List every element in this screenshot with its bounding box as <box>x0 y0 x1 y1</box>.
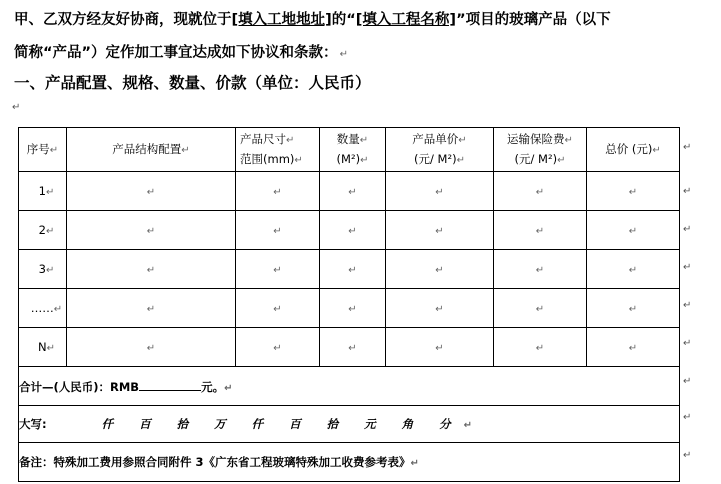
cell-qty[interactable]: ↵ <box>320 328 386 367</box>
intro-line-1 <box>14 8 720 29</box>
intro-text-c: 的“ <box>331 12 356 28</box>
amount-in-words-row <box>19 406 680 443</box>
row-no: 1↵ <box>19 172 67 211</box>
cell-size[interactable]: ↵ <box>236 328 320 367</box>
cell-size[interactable]: ↵ <box>236 211 320 250</box>
empty-paragraph-mark: ↵ <box>12 102 21 113</box>
table-row <box>19 250 680 289</box>
paragraph-mark: ↵ <box>339 49 348 60</box>
row-no: N↵ <box>19 328 67 367</box>
note-cell: 备注：特殊加工费用参照合同附件 3《广东省工程玻璃特殊加工收费参考表》↵ <box>19 443 680 482</box>
site-address-placeholder[interactable]: [填入工地地址] <box>231 12 332 28</box>
cell-config[interactable]: ↵ <box>67 289 236 328</box>
cell-config[interactable]: ↵ <box>67 328 236 367</box>
intro-text-e: ”项目的玻璃产品（以下 <box>456 12 611 28</box>
cell-unit-price[interactable]: ↵ <box>386 172 494 211</box>
amount-in-words-cell[interactable]: 大写: 仟 百 拾 万 仟 百 拾 元 角 分 ↵ <box>19 406 680 443</box>
cell-total[interactable]: ↵ <box>587 250 680 289</box>
row-end-mark: ↵ <box>683 224 692 235</box>
cell-config[interactable]: ↵ <box>67 250 236 289</box>
row-end-mark: ↵ <box>683 412 692 423</box>
table-row <box>19 328 680 367</box>
section-heading: 一、产品配置、规格、数量、价款（单位：人民币） <box>14 74 371 92</box>
header-unit-price: 产品单价↵ (元/ M²)↵ <box>386 128 494 172</box>
intro-line-2 <box>14 41 348 62</box>
cell-shipping[interactable]: ↵ <box>494 250 587 289</box>
row-end-mark: ↵ <box>683 186 692 197</box>
cell-qty[interactable]: ↵ <box>320 250 386 289</box>
grand-total-row <box>19 367 680 406</box>
project-name-placeholder[interactable]: [填入工程名称] <box>355 12 457 28</box>
cell-config[interactable]: ↵ <box>67 172 236 211</box>
cell-unit-price[interactable]: ↵ <box>386 328 494 367</box>
row-end-mark: ↵ <box>683 450 692 461</box>
intro-text-line2: 简称“产品”）定作加工事宜达成如下协议和条款： <box>14 45 338 61</box>
row-end-mark: ↵ <box>683 338 692 349</box>
cell-size[interactable]: ↵ <box>236 289 320 328</box>
cell-total[interactable]: ↵ <box>587 211 680 250</box>
intro-text-a: 甲、乙双方经友好协商，现就位于 <box>14 12 232 28</box>
row-no: 2↵ <box>19 211 67 250</box>
cell-qty[interactable]: ↵ <box>320 211 386 250</box>
row-no: 3↵ <box>19 250 67 289</box>
cell-shipping[interactable]: ↵ <box>494 289 587 328</box>
cell-qty[interactable]: ↵ <box>320 289 386 328</box>
header-config: 产品结构配置↵ <box>67 128 236 172</box>
cell-shipping[interactable]: ↵ <box>494 172 587 211</box>
cell-config[interactable]: ↵ <box>67 211 236 250</box>
cell-unit-price[interactable]: ↵ <box>386 289 494 328</box>
header-no: 序号↵ <box>19 128 67 172</box>
header-total: 总价 (元)↵ <box>587 128 680 172</box>
header-shipping: 运输保险费↵ (元/ M²)↵ <box>494 128 587 172</box>
table-row <box>19 289 680 328</box>
cell-unit-price[interactable]: ↵ <box>386 211 494 250</box>
row-end-mark: ↵ <box>683 262 692 273</box>
row-end-mark: ↵ <box>683 142 692 153</box>
cell-shipping[interactable]: ↵ <box>494 328 587 367</box>
cell-total[interactable]: ↵ <box>587 289 680 328</box>
table-header-row <box>19 128 680 172</box>
cell-size[interactable]: ↵ <box>236 172 320 211</box>
total-amount-blank[interactable] <box>139 378 201 391</box>
row-end-mark: ↵ <box>683 376 692 387</box>
row-no: ……↵ <box>19 289 67 328</box>
table-row <box>19 211 680 250</box>
cell-shipping[interactable]: ↵ <box>494 211 587 250</box>
cell-qty[interactable]: ↵ <box>320 172 386 211</box>
cell-total[interactable]: ↵ <box>587 172 680 211</box>
product-spec-table <box>18 127 680 482</box>
header-size: 产品尺寸↵ 范围(mm)↵ <box>236 128 320 172</box>
header-qty: 数量↵ (M²)↵ <box>320 128 386 172</box>
table-row <box>19 172 680 211</box>
cell-total[interactable]: ↵ <box>587 328 680 367</box>
cell-unit-price[interactable]: ↵ <box>386 250 494 289</box>
row-end-mark: ↵ <box>683 300 692 311</box>
cell-size[interactable]: ↵ <box>236 250 320 289</box>
note-row <box>19 443 680 482</box>
grand-total-cell[interactable]: 合计—(人民币)：RMB 元。↵ <box>19 367 680 406</box>
